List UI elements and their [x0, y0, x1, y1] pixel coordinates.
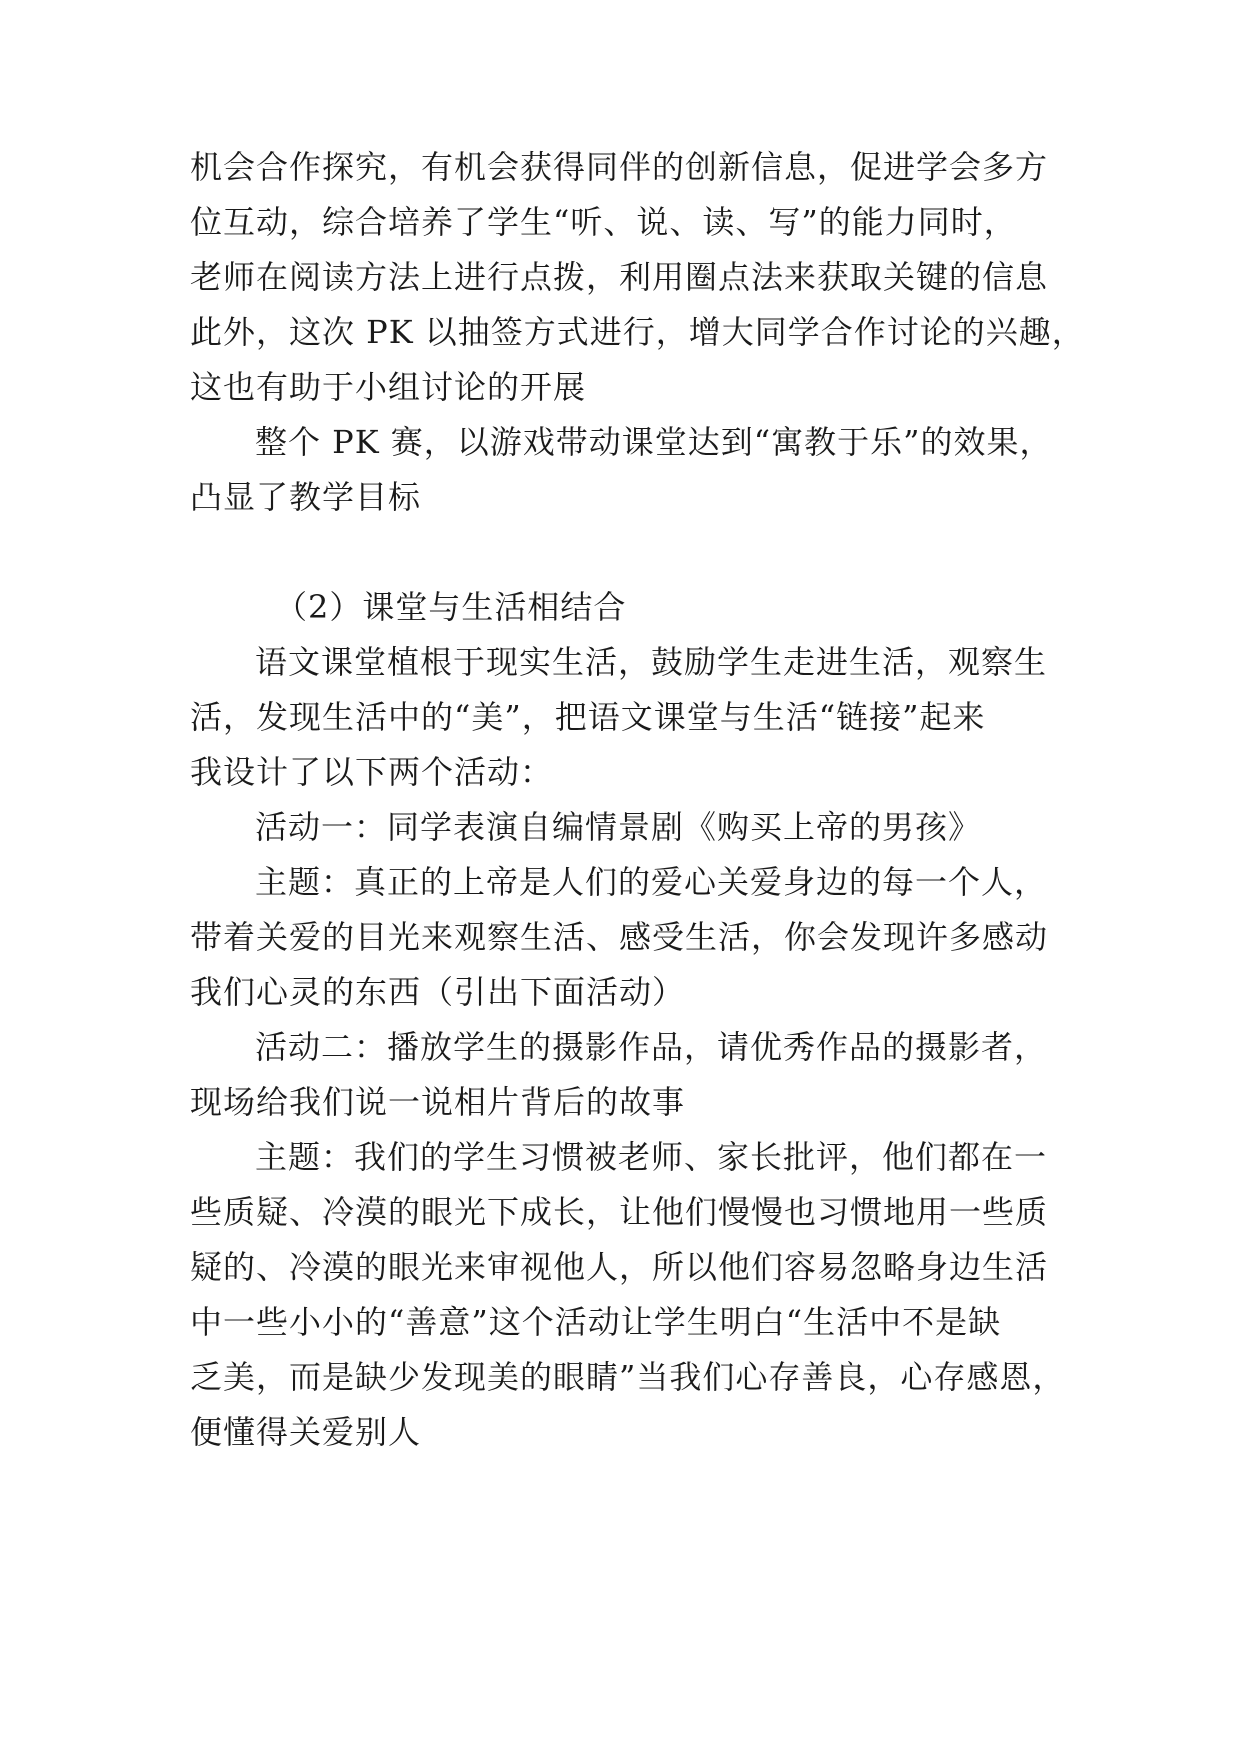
paragraph-line: 这也有助于小组讨论的开展: [190, 368, 587, 406]
paragraph-line: 活动一：同学表演自编情景剧《购买上帝的男孩》: [255, 808, 982, 846]
paragraph-line: 我们心灵的东西（引出下面活动）: [190, 973, 686, 1011]
paragraph-line: 带着关爱的目光来观察生活、感受生活，你会发现许多感动: [190, 918, 1049, 956]
paragraph-line: 凸显了教学目标: [190, 478, 422, 516]
paragraph-line: 主题：真正的上帝是人们的爱心关爱身边的每一个人，: [255, 863, 1048, 901]
paragraph-line: 些质疑、冷漠的眼光下成长，让他们慢慢也习惯地用一些质: [190, 1193, 1049, 1231]
paragraph-line: 乏美，而是缺少发现美的眼睛”当我们心存善良，心存感恩，: [190, 1358, 1066, 1396]
paragraph-line: 活，发现生活中的“美”，把语文课堂与生活“链接”起来: [190, 698, 986, 736]
paragraph-line: 中一些小小的“善意”这个活动让学生明白“生活中不是缺: [190, 1303, 1002, 1341]
paragraph-line: 现场给我们说一说相片背后的故事: [190, 1083, 686, 1121]
paragraph-line: 疑的、冷漠的眼光来审视他人，所以他们容易忽略身边生活: [190, 1248, 1049, 1286]
paragraph-line: 便懂得关爱别人: [190, 1413, 422, 1451]
paragraph-line: 机会合作探究，有机会获得同伴的创新信息，促进学会多方: [190, 148, 1049, 186]
paragraph-line: 活动二：播放学生的摄影作品，请优秀作品的摄影者，: [255, 1028, 1048, 1066]
paragraph-line: 语文课堂植根于现实生活，鼓励学生走进生活，观察生: [255, 643, 1048, 681]
paragraph-line: 位互动，综合培养了学生“听、说、读、写”的能力同时，: [190, 203, 1017, 241]
paragraph-line: 此外，这次 PK 以抽签方式进行，增大同学合作讨论的兴趣，: [190, 313, 1085, 351]
section-heading: （2）课堂与生活相结合: [275, 588, 627, 626]
paragraph-line: 我设计了以下两个活动：: [190, 753, 554, 791]
paragraph-line: 整个 PK 赛，以游戏带动课堂达到“寓教于乐”的效果，: [255, 423, 1053, 461]
paragraph-line: 主题：我们的学生习惯被老师、家长批评，他们都在一: [255, 1138, 1048, 1176]
paragraph-line: 老师在阅读方法上进行点拨，利用圈点法来获取关键的信息: [190, 258, 1049, 296]
